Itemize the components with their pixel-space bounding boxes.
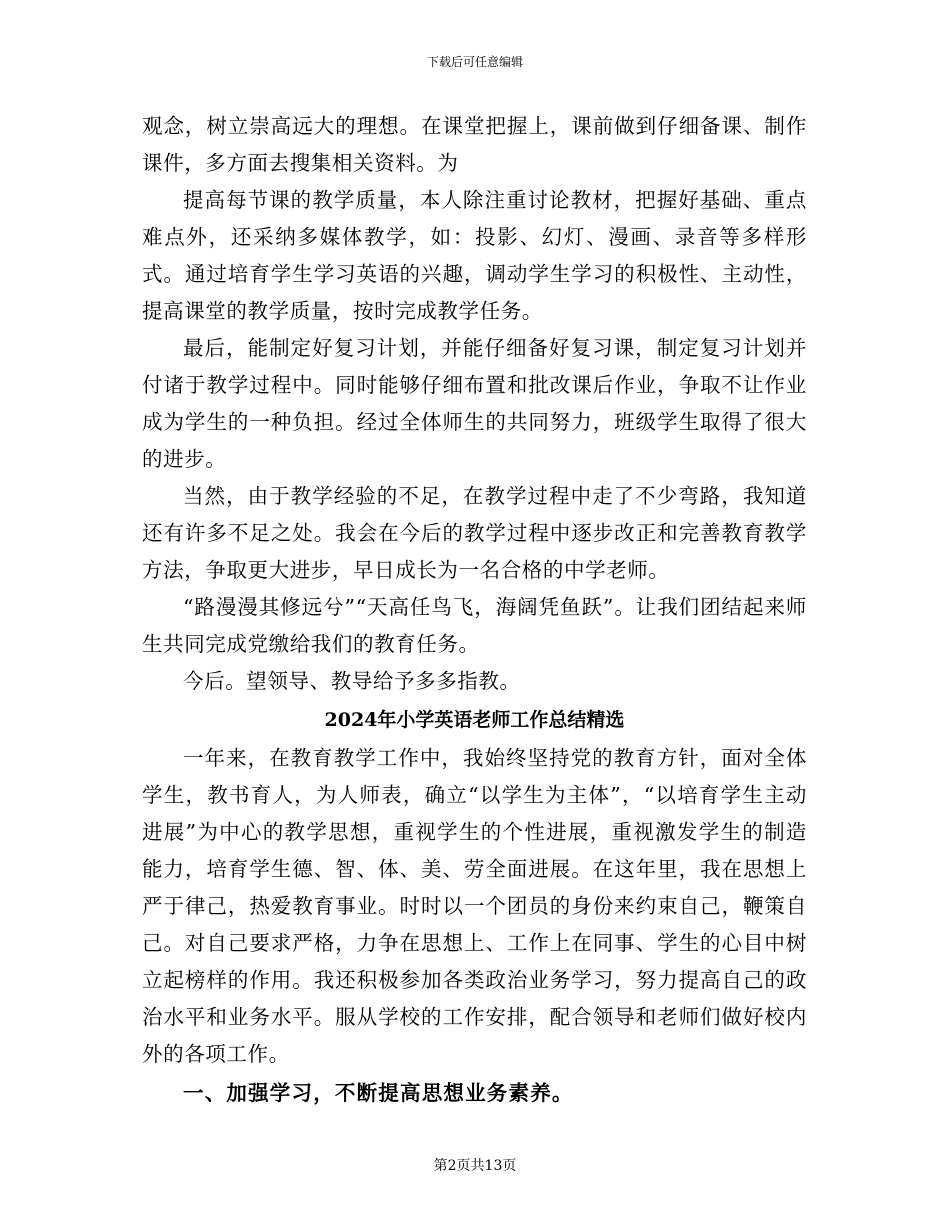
section-title: 2024年小学英语老师工作总结精选 [324, 709, 625, 731]
paragraph-7: 一年来，在教育教学工作中，我始终坚持党的教育方针，面对全体学生，教书育人，为人师表，确立“以学生为主体”，“以培育学生主动进展”为中心的教学思想，重视学生的个性进展，重视激发学生的制造能力，培育学生德、智、体、美、劳全面进展。在这年里，我在思想上严于律己，热爱教育事业。时时以一个团员的身份来约束自己，鞭策自己。对自己要求严格，力争在思想上、工作上在同事、学生的心目中树立起榜样的作用。我还积极参加各类政治业务学习，努力提高自己的政治水平和业务水平。服从学校的工作安排，配合领导和老师们做好校内外的各项工作。 [142, 746, 807, 1066]
paragraph-3: 最后，能制定好复习计划，并能仔细备好复习课，制定复习计划并付诸于教学过程中。同时能够仔细布置和批改课后作业，争取不让作业成为学生的一种负担。经过全体师生的共同努力，班级学生取得了很大的进步。 [142, 336, 807, 471]
paragraph-5: “路漫漫其修远兮”“天高任鸟飞，海阔凭鱼跃”。让我们团结起来师生共同完成党缴给我们的教育任务。 [142, 595, 807, 656]
paragraph-4: 当然，由于教学经验的不足，在教学过程中走了不少弯路，我知道还有许多不足之处。我会在今后的教学过程中逐步改正和完善教育教学方法，争取更大进步，早日成长为一名合格的中学老师。 [142, 484, 807, 582]
page-footer: 第2页共13页 [433, 1158, 517, 1174]
paragraph-1: 观念，树立崇高远大的理想。在课堂把握上，课前做到仔细备课、制作课件，多方面去搜集相关资料。为 [142, 114, 807, 175]
section-heading-1: 一、加强学习，不断提高思想业务素养。 [183, 1081, 574, 1105]
document-body [142, 108, 807, 1112]
paragraph-2: 提高每节课的教学质量，本人除注重讨论教材，把握好基础、重点难点外，还采纳多媒体教学，如：投影、幻灯、漫画、录音等多样形式。通过培育学生学习英语的兴趣，调动学生学习的积极性、主动性，提高课堂的教学质量，按时完成教学任务。 [142, 188, 807, 323]
paragraph-6: 今后。望领导、教导给予多多指教。 [183, 669, 521, 693]
page-header: 下载后可任意编辑 [426, 55, 523, 69]
